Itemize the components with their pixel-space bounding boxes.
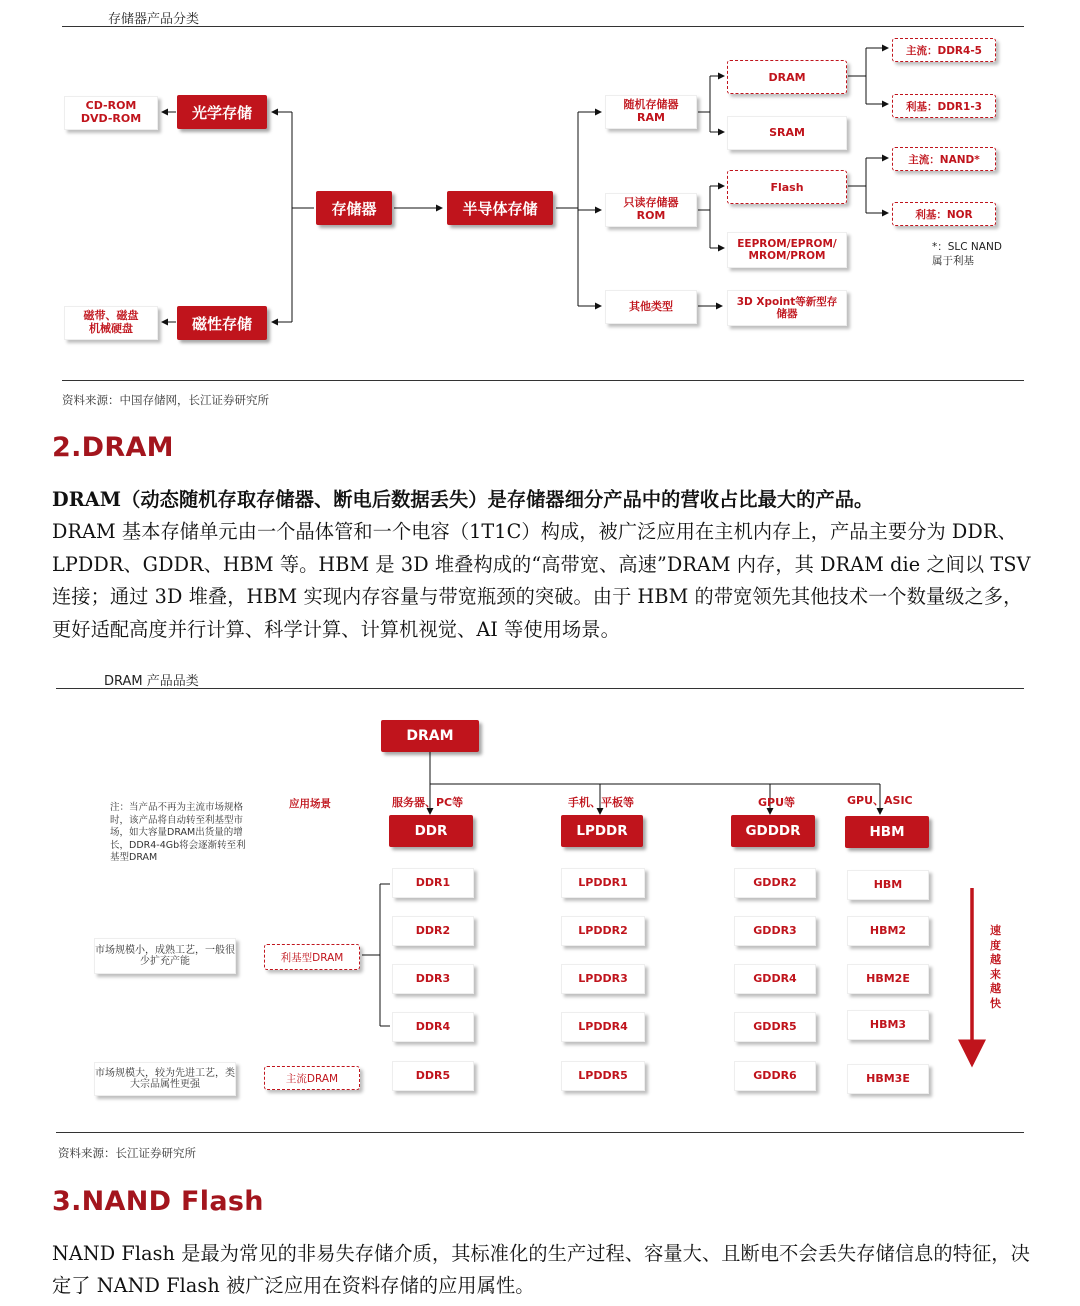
gddr5-box: GDDR5 <box>734 1012 816 1042</box>
niche-dram-label: 利基型DRAM <box>264 944 360 970</box>
gddr4-box: GDDR4 <box>734 964 816 994</box>
optical-storage-box: 光学存储 <box>177 95 267 129</box>
gddr2-box: GDDR2 <box>734 868 816 898</box>
lpddr2-box: LPDDR2 <box>561 916 645 946</box>
section-3-heading: 3.NAND Flash <box>52 1186 264 1217</box>
gddr-scene-label: GPU等 <box>758 796 796 809</box>
niche-transition-note: 注：当产品不再为主流市场规格时，该产品将自动转至利基型市场，如大容量DRAM出货量的增长，DDR4-4Gb将会逐渐转至利基型DRAM <box>110 802 246 864</box>
figure-2-source: 资料来源：长江证券研究所 <box>58 1146 196 1160</box>
figure-2-bottom-rule <box>56 1132 1024 1133</box>
figure-1-title: 存储器产品分类 <box>108 12 200 27</box>
gddr-header-box: GDDDR <box>731 815 815 847</box>
flash-mainstream-box: 主流：NAND* <box>892 147 996 171</box>
lpddr-header-box: LPDDR <box>561 815 643 847</box>
rom-box: 只读存储器 ROM <box>605 193 697 227</box>
application-scene-label: 应用场景 <box>289 798 331 810</box>
gddr6-box: GDDR6 <box>734 1061 816 1091</box>
ram-box: 随机存储器 RAM <box>605 95 697 129</box>
hbm3-box: HBM3 <box>847 1010 929 1040</box>
optical-media-box: CD-ROM DVD-ROM <box>64 96 158 130</box>
section-2-lead: DRAM（动态随机存取存储器、断电后数据丢失）是存储器细分产品中的营收占比最大的产品。 <box>52 488 874 511</box>
eeprom-box: EEPROM/EPROM/ MROM/PROM <box>727 232 847 268</box>
ddr-scene-label: 服务器、PC等 <box>392 796 464 809</box>
speed-faster-label: 速度越来越快 <box>990 924 1001 1010</box>
memory-box: 存储器 <box>316 191 392 225</box>
flash-niche-box: 利基：NOR <box>892 202 996 226</box>
hbm-scene-label: GPU、ASIC <box>847 794 913 807</box>
section-2-body: DRAM 基本存储单元由一个晶体管和一个电容（1T1C）构成，被广泛应用在主机内存上，产品主要分为 DDR、LPDDR、GDDR、HBM 等。HBM 是 3D 堆叠构成的“高带宽、高速”DRAM 内存，其 DRAM die 之间以 TSV 连接；通过 3D 堆叠，HBM 实现内存容量与带宽瓶颈的突破。由于 HBM 的带宽领先其他技术一个数量级之多，更好适配高度并行计算、科学计算、计算机视觉、AI 等使用场景。 <box>52 520 1031 641</box>
gddr3-box: GDDR3 <box>734 916 816 946</box>
ddr-header-box: DDR <box>389 815 473 847</box>
lpddr4-box: LPDDR4 <box>561 1012 645 1042</box>
ddr3-box: DDR3 <box>392 964 474 994</box>
ddr4-box: DDR4 <box>392 1012 474 1042</box>
hbm3e-box: HBM3E <box>847 1064 929 1094</box>
xpoint-box: 3D Xpoint等新型存 储器 <box>727 290 847 326</box>
dram-box: DRAM <box>727 60 847 94</box>
hbm2-box: HBM2 <box>847 916 929 946</box>
lpddr-scene-label: 手机、平板等 <box>568 796 634 809</box>
semiconductor-storage-box: 半导体存储 <box>447 191 553 225</box>
ddr1-box: DDR1 <box>392 868 474 898</box>
ddr5-box: DDR5 <box>392 1061 474 1091</box>
lpddr3-box: LPDDR3 <box>561 964 645 994</box>
mainstream-dram-label: 主流DRAM <box>264 1066 360 1090</box>
hbm2e-box: HBM2E <box>847 964 929 994</box>
mainstream-market-note: 市场规模大，较为先进工艺，类大宗品属性更强 <box>94 1062 236 1096</box>
hbm-box: HBM <box>847 870 929 900</box>
magnetic-media-box: 磁带、磁盘 机械硬盘 <box>64 306 158 340</box>
section-3-paragraph: NAND Flash 是最为常见的非易失存储介质，其标准化的生产过程、容量大、且断电不会丢失存储信息的特征，决定了 NAND Flash 被广泛应用在资料存储的应用属性。 <box>52 1242 1030 1298</box>
section-2-heading: 2.DRAM <box>52 432 174 463</box>
niche-market-note: 市场规模小，成熟工艺，一般很少扩充产能 <box>94 938 236 974</box>
figure-1-source: 资料来源：中国存储网，长江证券研究所 <box>62 393 269 407</box>
dram-root-box: DRAM <box>381 720 479 752</box>
lpddr1-box: LPDDR1 <box>561 868 645 898</box>
other-types-box: 其他类型 <box>605 290 697 324</box>
lpddr5-box: LPDDR5 <box>561 1061 645 1091</box>
flash-box: Flash <box>727 170 847 204</box>
dram-mainstream-box: 主流：DDR4-5 <box>892 38 996 62</box>
sram-box: SRAM <box>727 116 847 150</box>
ddr2-box: DDR2 <box>392 916 474 946</box>
magnetic-storage-box: 磁性存储 <box>177 306 267 340</box>
dram-niche-box: 利基：DDR1-3 <box>892 94 996 118</box>
slc-nand-footnote: *：SLC NAND 属于利基 <box>932 241 1002 267</box>
figure-2-title: DRAM 产品品类 <box>104 674 199 689</box>
hbm-header-box: HBM <box>845 816 929 848</box>
